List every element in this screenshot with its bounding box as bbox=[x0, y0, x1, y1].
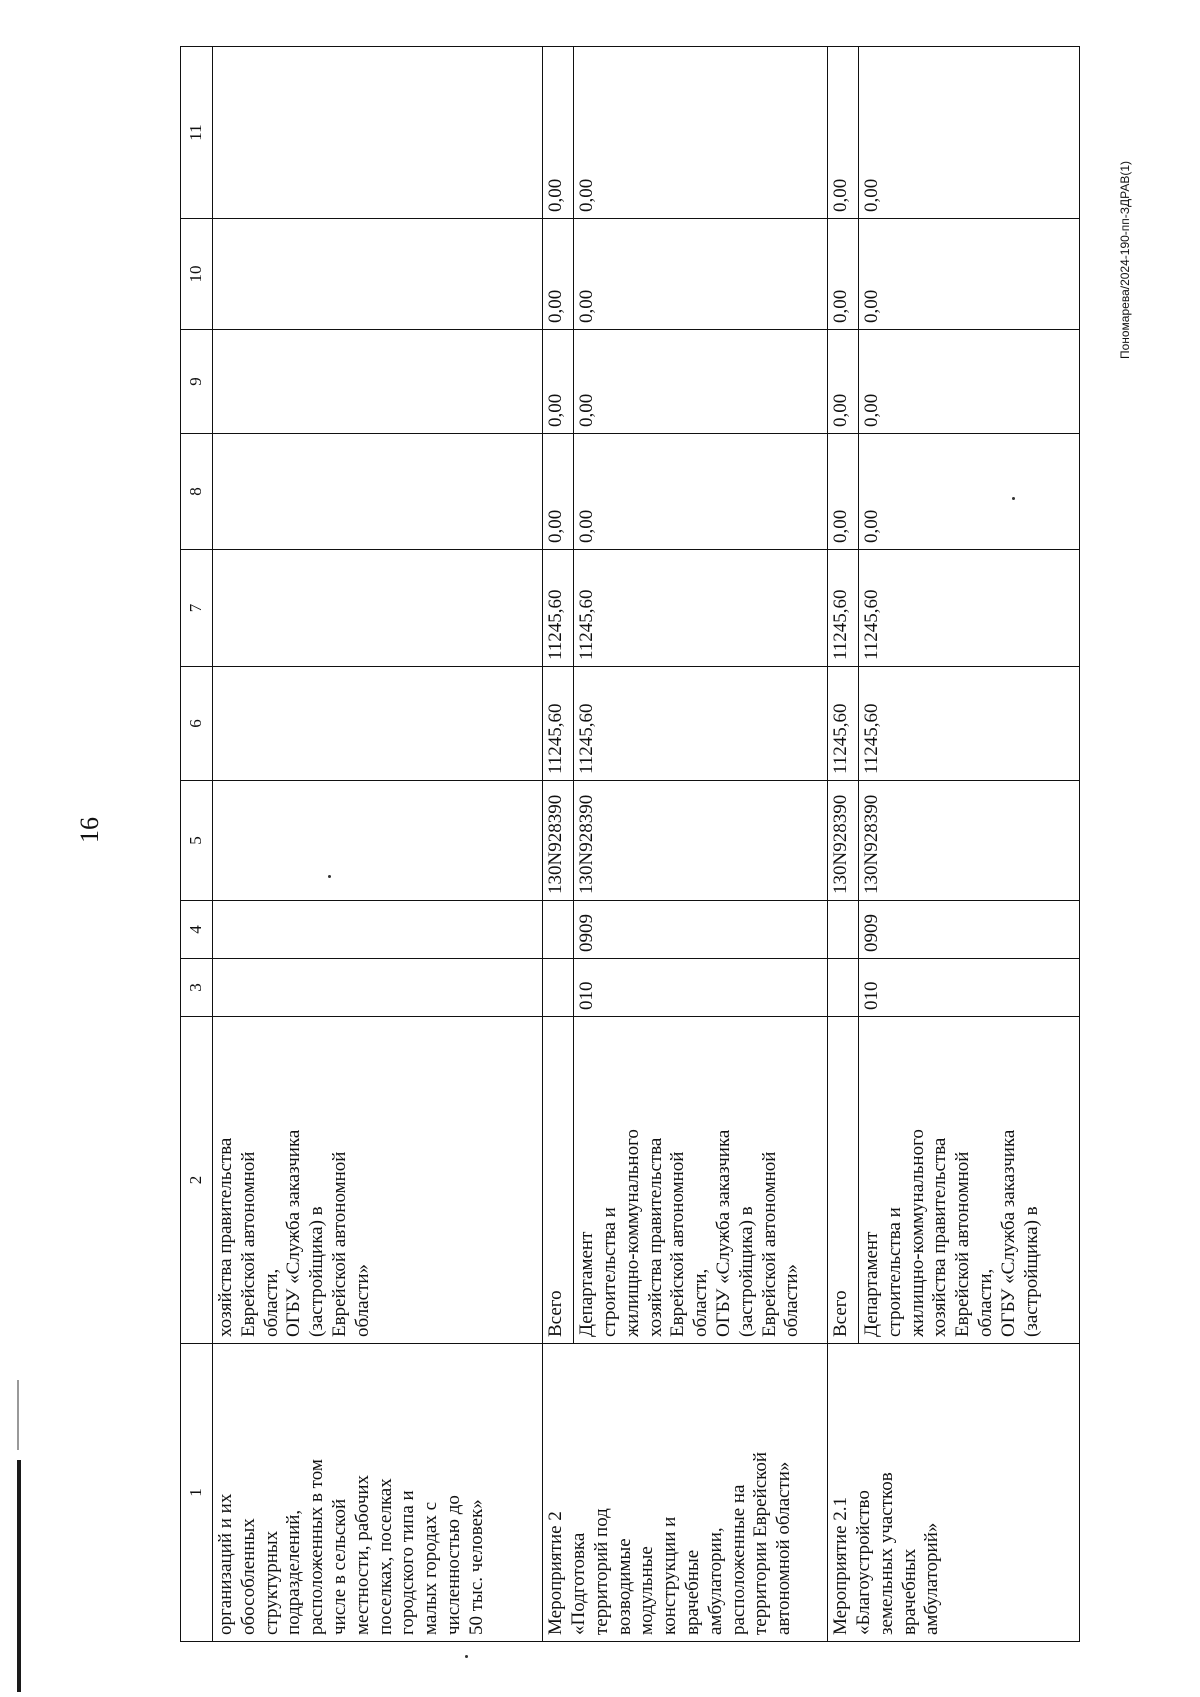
event-description-cell bbox=[212, 1344, 542, 1642]
cell-text-line: врачебные bbox=[682, 1549, 704, 1635]
amount: 0,00 bbox=[543, 219, 574, 330]
cell-text-line: амбулатории, bbox=[704, 1527, 726, 1635]
event-description-cell bbox=[828, 1344, 1080, 1642]
executor-cell bbox=[212, 1017, 542, 1344]
cell-text-line: территории Еврейской bbox=[750, 1451, 772, 1635]
header-row bbox=[181, 47, 213, 1642]
cell-text-line: структурных bbox=[260, 1530, 282, 1635]
cell-text-line: местности, рабочих bbox=[351, 1474, 373, 1635]
cell-text-line: земельных участков bbox=[875, 1472, 897, 1635]
amount: 0,00 bbox=[574, 330, 828, 434]
cell-text-line: жилищно-коммунального bbox=[906, 1129, 928, 1337]
cell-text-line: хозяйства правительства bbox=[214, 1137, 236, 1337]
cell-text-line: Еврейской автономной bbox=[328, 1151, 350, 1337]
header-cell: 5 bbox=[181, 781, 213, 901]
scan-edge-mark bbox=[17, 1380, 19, 1450]
cell-text-line: строительства и bbox=[599, 1207, 621, 1337]
cell-text-line: городского типа и bbox=[397, 1490, 419, 1635]
cell-text-line: малых городах с bbox=[420, 1501, 442, 1635]
grbs-code: 010 bbox=[859, 959, 1080, 1017]
header-cell: 2 bbox=[181, 1017, 213, 1344]
amount: 0,00 bbox=[828, 434, 859, 550]
cell-text-line: (застройщика) в bbox=[306, 1206, 328, 1337]
amount: 0,00 bbox=[574, 219, 828, 330]
cell-text-line: организаций и их bbox=[214, 1493, 236, 1635]
amount: 0,00 bbox=[543, 434, 574, 550]
budget-code: 130N928390 bbox=[543, 781, 574, 901]
cell-text-line: конструкции и bbox=[659, 1516, 681, 1635]
section-code: 0909 bbox=[574, 901, 828, 959]
amount: 11245,60 bbox=[828, 667, 859, 781]
table-row bbox=[212, 47, 542, 1642]
amount: 0,00 bbox=[574, 47, 828, 219]
page-number: 16 bbox=[75, 817, 104, 843]
budget-code: 130N928390 bbox=[828, 781, 859, 901]
amount: 0,00 bbox=[828, 47, 859, 219]
amount: 0,00 bbox=[574, 434, 828, 550]
cell-text-line: ОГБУ «Служба заказчика bbox=[283, 1129, 305, 1337]
cell-text-line: возводимые bbox=[613, 1538, 635, 1635]
cell-text-line: обособленных bbox=[237, 1518, 259, 1635]
amount: 11245,60 bbox=[574, 667, 828, 781]
grbs-code: 010 bbox=[574, 959, 828, 1017]
executor-cell bbox=[859, 1017, 1080, 1344]
cell-text-line: области, bbox=[975, 1268, 997, 1337]
cell-text-line: области» bbox=[351, 1263, 373, 1337]
amount: 11245,60 bbox=[859, 667, 1080, 781]
cell-text-line: числе в сельской bbox=[328, 1498, 350, 1635]
cell-text-line: ОГБУ «Служба заказчика bbox=[713, 1129, 734, 1337]
cell-text-line: Еврейской автономной bbox=[758, 1151, 780, 1337]
amount: 11245,60 bbox=[574, 550, 828, 667]
header-cell: 9 bbox=[181, 330, 213, 434]
executor-cell bbox=[574, 1017, 828, 1344]
table-row bbox=[828, 47, 859, 1642]
cell-text-line: 50 тыс. человек» bbox=[465, 1499, 487, 1635]
cell-text-line: области» bbox=[781, 1263, 803, 1337]
amount: 11245,60 bbox=[859, 550, 1080, 667]
cell-text-line: жилищно-коммунального bbox=[621, 1129, 643, 1337]
cell-text-line: модульные bbox=[636, 1546, 658, 1635]
scan-edge-mark bbox=[17, 1460, 21, 1692]
header-cell: 11 bbox=[181, 47, 213, 219]
rotated-table-wrapper bbox=[180, 47, 1080, 1642]
amount: 0,00 bbox=[859, 434, 1080, 550]
cell-text-line: численностью до bbox=[442, 1495, 464, 1635]
cell-text-line: хозяйства правительства bbox=[644, 1137, 666, 1337]
table-row bbox=[543, 47, 574, 1642]
header-cell: 8 bbox=[181, 434, 213, 550]
amount: 0,00 bbox=[859, 47, 1080, 219]
event-description-cell bbox=[543, 1344, 828, 1642]
budget-code: 130N928390 bbox=[859, 781, 1080, 901]
header-cell: 10 bbox=[181, 219, 213, 330]
amount: 0,00 bbox=[828, 219, 859, 330]
cell-text-line: поселках, поселках bbox=[374, 1478, 396, 1635]
cell-text-line: (застройщика) в bbox=[735, 1206, 757, 1337]
cell-text-line: «Благоустройство bbox=[852, 1490, 874, 1635]
cell-text-line: строительства и bbox=[883, 1207, 905, 1337]
header-cell: 1 bbox=[181, 1344, 213, 1642]
cell-text-line: области, bbox=[260, 1268, 282, 1337]
cell-text-line: Мероприятие 2.1 bbox=[830, 1496, 852, 1635]
cell-text-line: подразделений, bbox=[283, 1509, 305, 1635]
amount: 0,00 bbox=[828, 330, 859, 434]
budget-table bbox=[180, 46, 1080, 1642]
cell-text-line: Еврейской автономной bbox=[237, 1151, 259, 1337]
cell-text-line: автономной области» bbox=[773, 1461, 795, 1635]
document-footer-code: Пономарева/2024-190-пп-ЗДРАВ(1) bbox=[1118, 160, 1132, 360]
amount: 0,00 bbox=[543, 47, 574, 219]
cell-text-line: области, bbox=[690, 1268, 712, 1337]
section-code: 0909 bbox=[859, 901, 1080, 959]
header-cell: 4 bbox=[181, 901, 213, 959]
cell-text-line: амбулаторий» bbox=[921, 1522, 943, 1635]
total-label: Всего bbox=[828, 1017, 859, 1344]
amount: 0,00 bbox=[859, 219, 1080, 330]
budget-code: 130N928390 bbox=[574, 781, 828, 901]
cell-text-line: (застройщика) в bbox=[1020, 1206, 1042, 1337]
header-cell: 3 bbox=[181, 959, 213, 1017]
cell-text-line: ОГБУ «Служба заказчика bbox=[997, 1129, 1019, 1337]
cell-text-line: Департамент bbox=[861, 1231, 883, 1337]
amount: 11245,60 bbox=[543, 667, 574, 781]
cell-text-line: «Подготовка bbox=[568, 1532, 590, 1635]
header-cell: 7 bbox=[181, 550, 213, 667]
amount: 0,00 bbox=[543, 330, 574, 434]
cell-text-line: Департамент bbox=[576, 1231, 598, 1337]
amount: 0,00 bbox=[859, 330, 1080, 434]
cell-text-line: территорий под bbox=[590, 1508, 612, 1635]
cell-text-line: расположенных в том bbox=[306, 1459, 328, 1635]
cell-text-line: расположенные на bbox=[727, 1484, 749, 1635]
amount: 11245,60 bbox=[543, 550, 574, 667]
cell-text-line: Мероприятие 2 bbox=[545, 1511, 567, 1635]
total-label: Всего bbox=[543, 1017, 574, 1344]
cell-text-line: хозяйства правительства bbox=[929, 1137, 951, 1337]
scan-speck bbox=[465, 1655, 468, 1658]
cell-text-line: Еврейской автономной bbox=[667, 1151, 689, 1337]
cell-text-line: врачебных bbox=[898, 1548, 920, 1635]
header-cell: 6 bbox=[181, 667, 213, 781]
cell-text-line: Еврейской автономной bbox=[952, 1151, 974, 1337]
amount: 11245,60 bbox=[828, 550, 859, 667]
